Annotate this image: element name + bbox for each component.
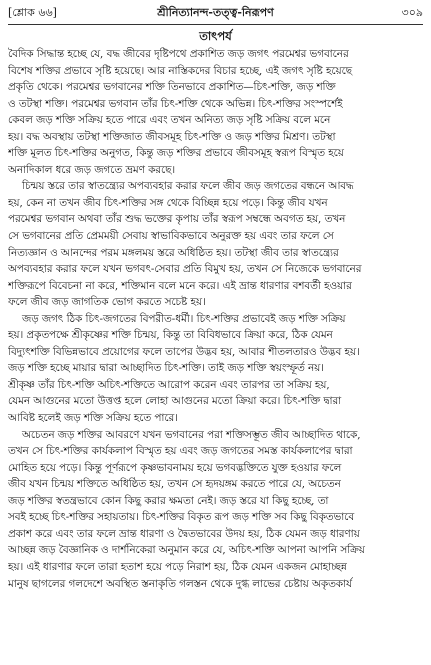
text-line: হয়। বদ্ধ অবস্থায় তটস্থা শক্তিজাত জীবসমূহ চিৎ-শক্তি ও জড় শক্তির মিশ্রণ। তটস্থা [8,130,336,143]
text-line: জড় শক্তি হচ্ছে মায়ার দ্বারা আচ্ছাদিত চিৎ-শক্তি। তাই জড় শক্তি স্বয়ংস্ফূর্ত নয়। [8,362,324,375]
paragraph-2 [8,178,422,310]
running-header [8,4,423,24]
paragraph-1 [8,46,422,178]
text-line: জড় জগৎ ঠিক চিৎ-জগতের বিপরীত-ধর্মী। চিৎ-শক্তির প্রভাবেই জড় শক্তি সক্রিয় [22,312,346,325]
text-line: কেবল জড় শক্তি সক্রিয় হতে পারে এবং তখন অনিত্য জড় সৃষ্টি সক্রিয় বলে মনে [8,114,331,127]
page-number: ৩০৯ [401,6,423,19]
text-line: জড় শক্তির স্বতন্ত্রভাবে কোন কিছু করার ক্ষমতা নেই। জড় স্তরে যা কিছু হচ্ছে, তা [8,494,329,507]
text-line: ও তটস্থা শক্তি। পরমেশ্বর ভগবান তাঁর চিৎ-শক্তি থেকে অভিন্ন। চিৎ-শক্তির সংস্পর্শেই [8,97,343,110]
text-line: তখন সে চিৎ-শক্তির কার্যকলাপ বিস্মৃত হয় এবং জড় জগতের সমস্ত কার্যকলাপের দ্বারা [8,445,353,458]
chapter-title: শ্রীনিত্যানন্দ-তত্ত্ব-নিরূপণ [157,6,274,19]
text-line: শক্তিরূপে বিবেচনা না করে, শক্তিমান বলে মনে করে। এই ভ্রান্ত ধারণার বশবর্তী হওয়ার [8,279,352,292]
body-text [8,46,422,661]
text-line: হয়। প্রকৃতপক্ষে শ্রীকৃষ্ণের শক্তি চিন্ময়, কিন্তু তা বিবিধভাবে ক্রিয়া করে, ঠিক যেমন [8,329,333,342]
text-line: জীব যখন চিন্ময় শক্তিতে অধিষ্ঠিত হয়, তখন সে হৃদয়ঙ্গম করতে পারে যে, অচেতন [8,478,341,491]
text-line: আচ্ছন্ন জড় বৈজ্ঞানিক ও দার্শনিকেরা অনুমান করে যে, অচিৎ-শক্তি আপনা আপনি সক্রিয় [8,544,365,557]
text-line: বিদ্যুৎশক্তি বিভিন্নভাবে প্রয়োগের ফলে তাপের উদ্ভব হয়, আবার শীতলতারও উদ্ভব হয়। [8,345,360,358]
text-line: শ্রীকৃষ্ণ তাঁর চিৎ-শক্তি অচিৎ-শক্তিতে আরোপ করেন এবং তারপর তা সক্রিয় হয়, [8,378,330,391]
header-rule [8,24,423,25]
text-line: হয়, কেন না তখন জীব চিৎ-শক্তির সঙ্গ থেকে বিচ্ছিন্ন হয়ে পড়ে। কিন্তু জীব যখন [8,196,328,209]
text-line: চিন্ময় স্তরে তার স্বাতন্ত্র্যের অপব্যবহার করার ফলে জীব জড় জগতের বন্ধনে আবদ্ধ [22,180,354,193]
text-line: সবই হচ্ছে চিৎ-শক্তির সহায়তায়। চিৎ-শক্তির বিকৃত রূপ জড় শক্তি সব কিছু বিকৃতভাবে [8,511,355,524]
text-line: নিত্যজ্ঞান ও আনন্দের পরম মঙ্গলময় স্তরে অধিষ্ঠিত হয়। তটস্থা জীব তার স্বাতন্ত্র্যের [8,246,339,259]
text-line: আবিষ্ট হলেই জড় শক্তি সক্রিয় হতে পারে। [8,412,178,425]
text-line: অপব্যবহার করার ফলে যখন ভগবৎ-সেবার প্রতি বিমুখ হয়, তখন সে নিজেকে ভগবানের [8,263,362,276]
text-line: ফলে জীব জড় জাগতিক ভোগ করতে সচেষ্ট হয়। [8,296,206,309]
section-heading: তাৎপর্য [199,29,232,43]
text-line: বিশেষ শক্তির প্রভাবে সৃষ্টি হয়েছে। আর নাস্তিকদের বিচার হচ্ছে, এই জগৎ সৃষ্টি হয়েছে [8,64,352,77]
text-line: অনাদিকাল ধরে জড় জগতে ভ্রমণ করছে। [8,163,176,176]
text-line: মোহিত হয়ে পড়ে। কিন্তু পূর্ণরূপে কৃষ্ণভাবনাময় হয়ে ভগবদ্ভক্তিতে যুক্ত হওয়ার ফলে [8,461,342,474]
text-line: সে ভগবানের প্রতি প্রেমময়ী সেবায় স্বাভাবিকভাবে অনুরক্ত হয় এবং তার ফলে সে [8,230,334,243]
text-line: শক্তি মূলত চিৎ-শক্তির অনুগত, কিন্তু জড় শক্তির প্রভাবে জীবসমূহ স্বরূপ বিস্মৃত হয়ে [8,147,344,160]
text-line: মানুষ ছাগলের গলদেশে অবস্থিত স্তনাকৃতি গলস্তন থেকে দুগ্ধ লাভের চেষ্টায় অকৃতকার্য [8,577,352,590]
text-line: যেমন আগুনের মতো উত্তপ্ত হলে লোহা আগুনের মতো ক্রিয়া করে। চিৎ-শক্তি দ্বারা [8,395,342,408]
text-line: বৈদিক সিদ্ধান্ত হচ্ছে যে, বদ্ধ জীবের দৃষ্টিপথে প্রকাশিত জড় জগৎ পরমেশ্বর ভগবানের [8,48,349,60]
paragraph-4 [8,427,422,592]
paragraph-3 [8,311,422,427]
verse-reference: [শ্লোক ৬৬] [8,6,57,19]
text-line: হয়। এই ধারণার ফলে তারা হতাশ হয়ে পড়ে নিরাশ হয়, ঠিক যেমন একজন মোহাচ্ছন্ন [8,560,347,573]
text-line: পরমেশ্বর ভগবান অথবা তাঁর শুদ্ধ ভক্তের কৃপায় তাঁর স্বরূপ সম্বন্ধে অবগত হয়, তখন [8,213,346,226]
text-line: প্রকাশ করে এবং তার ফলে ভ্রান্ত ধারণা ও দ্বৈতভাবের উদয় হয়, ঠিক যেমন জড় ধারণায় [8,527,360,540]
text-line: অচেতন জড় শক্তির আবরণে যখন ভগবানের পরা শক্তিসম্ভূত জীব আচ্ছাদিত থাকে, [22,428,361,441]
text-line: প্রকৃতি থেকে। পরমেশ্বর ভগবানের শক্তি তিনভাবে প্রকাশিত—চিৎ-শক্তি, জড় শক্তি [8,81,336,94]
